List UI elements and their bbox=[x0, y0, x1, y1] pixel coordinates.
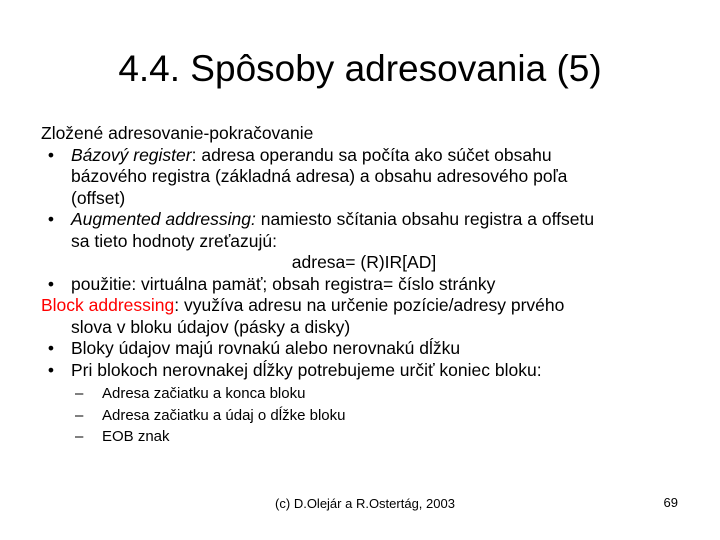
sub-item-text: Adresa začiatku a konca bloku bbox=[102, 385, 306, 402]
sub-item-text: Adresa začiatku a údaj o dĺžke bloku bbox=[102, 406, 346, 424]
bullet-line bbox=[71, 145, 681, 167]
address-formula: adresa= (R)IR[AD] bbox=[291, 252, 437, 272]
bullet-line bbox=[71, 209, 681, 231]
sub-item-text: EOB znak bbox=[102, 428, 170, 445]
slide-title: 4.4. Spôsoby adresovania (5) bbox=[118, 48, 602, 89]
bullet-continuation: (offset) bbox=[71, 187, 126, 208]
term-augmented-addressing: Augmented addressing: bbox=[71, 209, 256, 229]
dash-icon: – bbox=[75, 385, 84, 402]
list-item bbox=[41, 426, 681, 448]
bullet-block-lengths bbox=[41, 338, 681, 360]
bullet-icon: • bbox=[47, 359, 55, 380]
bullet-text: použitie: virtuálna pamäť; obsah registra= číslo stránky bbox=[71, 273, 496, 294]
bullet-icon: • bbox=[47, 338, 55, 358]
bullet-icon: • bbox=[47, 209, 55, 229]
bullet-continuation: sa tieto hodnoty zreťazujú: bbox=[71, 230, 277, 251]
bullet-text: Bloky údajov majú rovnakú alebo nerovnakú dĺžku bbox=[71, 338, 461, 358]
bullet-usage bbox=[41, 274, 681, 296]
bullet-text: namiesto sčítania obsahu registra a offsetu bbox=[255, 209, 595, 229]
dash-icon: – bbox=[75, 428, 84, 445]
block-addressing-line bbox=[41, 295, 681, 317]
bullet-augmented-addressing bbox=[41, 209, 681, 252]
list-item bbox=[41, 383, 681, 405]
dash-icon: – bbox=[75, 406, 84, 424]
term-block-addressing: Block addressing bbox=[41, 295, 175, 315]
slide-body bbox=[41, 123, 681, 448]
bullet-continuation: bázového registra (základná adresa) a obsahu adresového poľa bbox=[71, 166, 568, 186]
block-addressing-text: : využíva adresu na určenie pozície/adresy prvého bbox=[174, 295, 565, 315]
bullet-text: : adresa operandu sa počíta ako súčet obsahu bbox=[191, 144, 552, 165]
footer-copyright: (c) D.Olejár a R.Ostertág, 2003 bbox=[275, 496, 455, 511]
bullet-icon: • bbox=[47, 144, 55, 165]
block-addressing-continuation: slova v bloku údajov (pásky a disky) bbox=[71, 316, 351, 337]
sub-list bbox=[41, 383, 681, 448]
list-item bbox=[41, 405, 681, 427]
term-base-register: Bázový register bbox=[71, 144, 192, 165]
bullet-text: Pri blokoch nerovnakej dĺžky potrebujeme určiť koniec bloku: bbox=[71, 359, 542, 380]
bullet-icon: • bbox=[47, 273, 55, 294]
bullet-block-end bbox=[41, 360, 681, 382]
intro-line: Zložené adresovanie-pokračovanie bbox=[41, 123, 314, 143]
page-number: 69 bbox=[663, 495, 678, 510]
bullet-base-register bbox=[41, 145, 681, 210]
